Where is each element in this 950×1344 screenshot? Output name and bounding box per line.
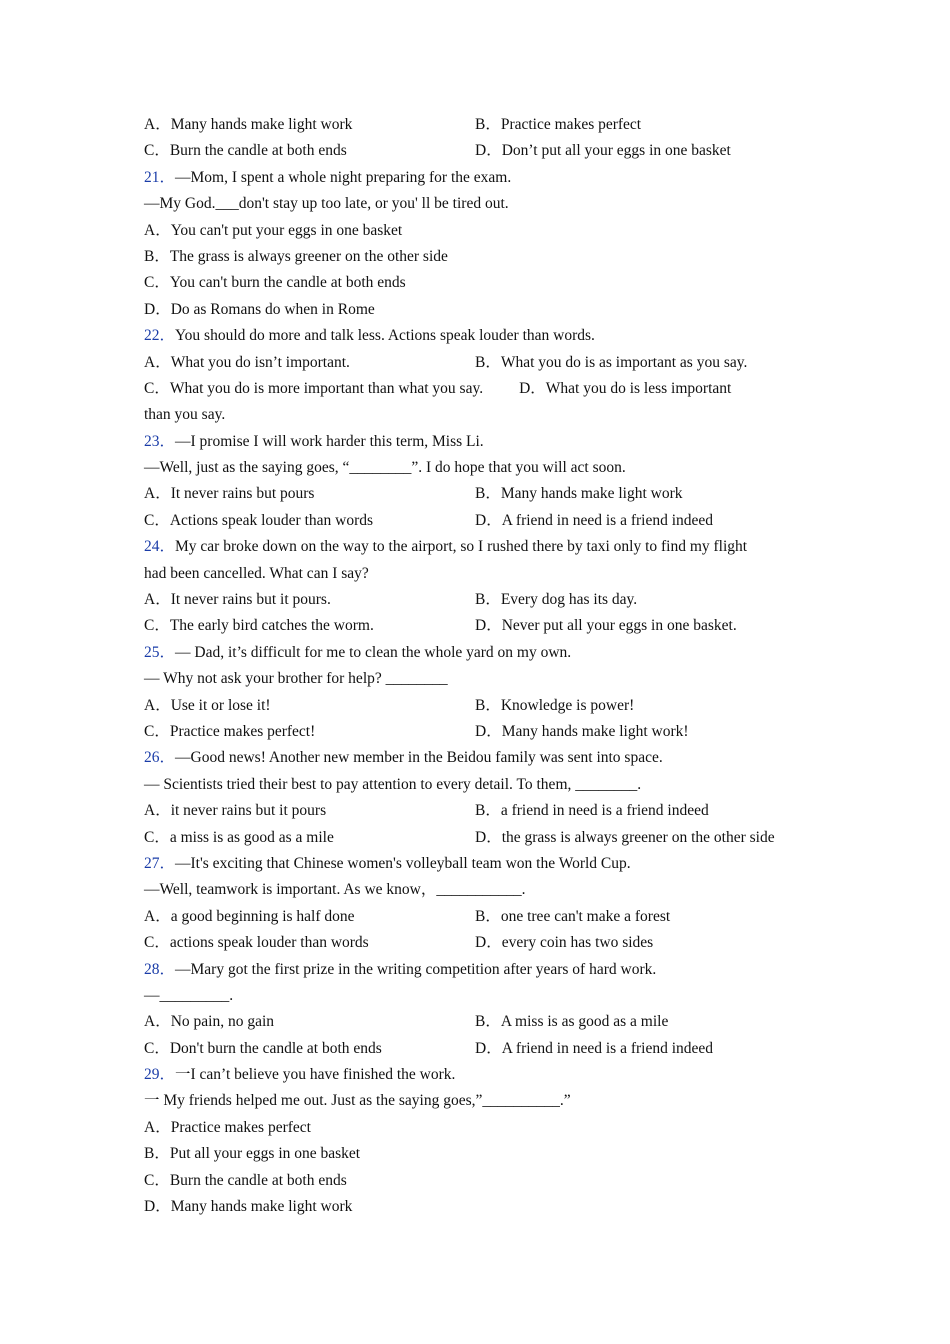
question-stem: 一I can’t believe you have finished the work. <box>175 1066 456 1084</box>
option-b: B．one tree can't make a forest <box>475 907 671 925</box>
option-row <box>144 904 814 930</box>
option-row <box>144 350 814 376</box>
question-23 <box>144 429 814 455</box>
option-row <box>144 1036 814 1062</box>
option-a: A．Practice makes perfect <box>144 1118 311 1136</box>
question-25 <box>144 640 814 666</box>
option-a: A．it never rains but it pours <box>144 802 327 820</box>
option-row <box>144 693 814 719</box>
option-c: C．The early bird catches the worm. <box>144 617 374 635</box>
question-number: 24． <box>144 538 176 556</box>
option-row <box>144 138 814 164</box>
question-number: 22． <box>144 327 176 345</box>
question-stem: —Mom, I spent a whole night preparing for the exam. <box>175 168 512 186</box>
question-28 <box>144 957 814 983</box>
option-c: C．actions speak louder than words <box>144 934 369 952</box>
option-a: A．What you do isn’t important. <box>144 353 350 371</box>
option-c: C．Burn the candle at both ends <box>144 142 347 160</box>
question-stem-line: —Well, just as the saying goes, “________”. I do hope that you will act soon. <box>144 459 626 477</box>
option-b: B．What you do is as important as you say. <box>475 353 748 371</box>
option-b: B．Knowledge is power! <box>475 696 635 714</box>
question-stem-continuation: had been cancelled. What can I say? <box>144 564 369 582</box>
option-c: C．You can't burn the candle at both ends <box>144 274 406 292</box>
question-27 <box>144 851 814 877</box>
question-stem: —It's exciting that Chinese women's volleyball team won the World Cup. <box>175 854 631 872</box>
question-stem: —Good news! Another new member in the Beidou family was sent into space. <box>175 749 663 767</box>
question-number: 29． <box>144 1066 176 1084</box>
question-number: 25． <box>144 643 176 661</box>
question-stem-line: —Well, teamwork is important. As we know，___________. <box>144 881 526 899</box>
option-a: A．Use it or lose it! <box>144 696 271 714</box>
option-a: A．It never rains but pours <box>144 485 315 503</box>
question-22 <box>144 323 814 349</box>
question-stem-line: 一 My friends helped me out. Just as the saying goes,”__________.” <box>144 1092 571 1110</box>
option-b: B．Many hands make light work <box>475 485 683 503</box>
option-d: D．A friend in need is a friend indeed <box>475 1039 714 1057</box>
question-stem: —Mary got the first prize in the writing competition after years of hard work. <box>175 960 657 978</box>
option-c: C．Actions speak louder than words <box>144 511 374 529</box>
option-d: D．A friend in need is a friend indeed <box>475 511 714 529</box>
option-d-continuation: than you say. <box>144 406 226 424</box>
option-b: B．The grass is always greener on the other side <box>144 247 448 265</box>
question-stem: — Dad, it’s difficult for me to clean the whole yard on my own. <box>175 643 572 661</box>
question-stem-line: —_________. <box>144 986 234 1004</box>
option-b: B．A miss is as good as a mile <box>475 1013 669 1031</box>
option-c: C．What you do is more important than what you say. <box>144 379 484 397</box>
option-b: B．Every dog has its day. <box>475 591 638 609</box>
question-number: 23． <box>144 432 176 450</box>
option-d: D．Many hands make light work! <box>475 722 689 740</box>
question-24 <box>144 534 814 560</box>
option-row <box>144 719 814 745</box>
option-d: D．every coin has two sides <box>475 934 654 952</box>
question-number: 28． <box>144 960 176 978</box>
question-stem-line: — Scientists tried their best to pay attention to every detail. To them, ________. <box>144 775 642 793</box>
option-d: D．Many hands make light work <box>144 1198 353 1216</box>
question-21 <box>144 165 814 191</box>
option-a: A．Many hands make light work <box>144 116 353 133</box>
option-d: D．Never put all your eggs in one basket. <box>475 617 737 635</box>
option-d: D．What you do is less important <box>519 379 732 397</box>
question-stem-line: —My God.___don't stay up too late, or you' ll be tired out. <box>144 195 509 213</box>
question-stem-line: — Why not ask your brother for help? ________ <box>144 670 448 688</box>
option-d: D．the grass is always greener on the other side <box>475 828 775 846</box>
option-row <box>144 376 814 402</box>
option-d: D．Don’t put all your eggs in one basket <box>475 142 731 160</box>
option-a: A．No pain, no gain <box>144 1013 275 1031</box>
option-b: B．a friend in need is a friend indeed <box>475 802 709 820</box>
option-row <box>144 1009 814 1035</box>
option-row <box>144 930 814 956</box>
option-row <box>144 587 814 613</box>
question-26 <box>144 745 814 771</box>
question-29 <box>144 1062 814 1088</box>
option-c: C．Don't burn the candle at both ends <box>144 1039 382 1057</box>
option-b: B．Put all your eggs in one basket <box>144 1145 361 1163</box>
option-row <box>144 112 814 138</box>
option-row <box>144 508 814 534</box>
question-number: 21． <box>144 168 176 186</box>
option-b: B．Practice makes perfect <box>475 116 642 133</box>
option-c: C．Burn the candle at both ends <box>144 1171 347 1189</box>
option-row <box>144 825 814 851</box>
option-row <box>144 798 814 824</box>
option-d: D．Do as Romans do when in Rome <box>144 300 375 318</box>
option-a: A．You can't put your eggs in one basket <box>144 221 403 239</box>
option-c: C．Practice makes perfect! <box>144 722 316 740</box>
option-row <box>144 481 814 507</box>
question-stem: My car broke down on the way to the airport, so I rushed there by taxi only to find my flight <box>175 538 748 556</box>
question-number: 26． <box>144 749 176 767</box>
option-a: A．a good beginning is half done <box>144 907 355 925</box>
question-number: 27． <box>144 854 176 872</box>
option-a: A．It never rains but it pours. <box>144 591 331 609</box>
option-c: C．a miss is as good as a mile <box>144 828 334 846</box>
option-row <box>144 613 814 639</box>
document-content <box>144 112 814 1220</box>
question-stem: —I promise I will work harder this term, Miss Li. <box>175 432 484 450</box>
question-stem: You should do more and talk less. Actions speak louder than words. <box>175 327 595 345</box>
